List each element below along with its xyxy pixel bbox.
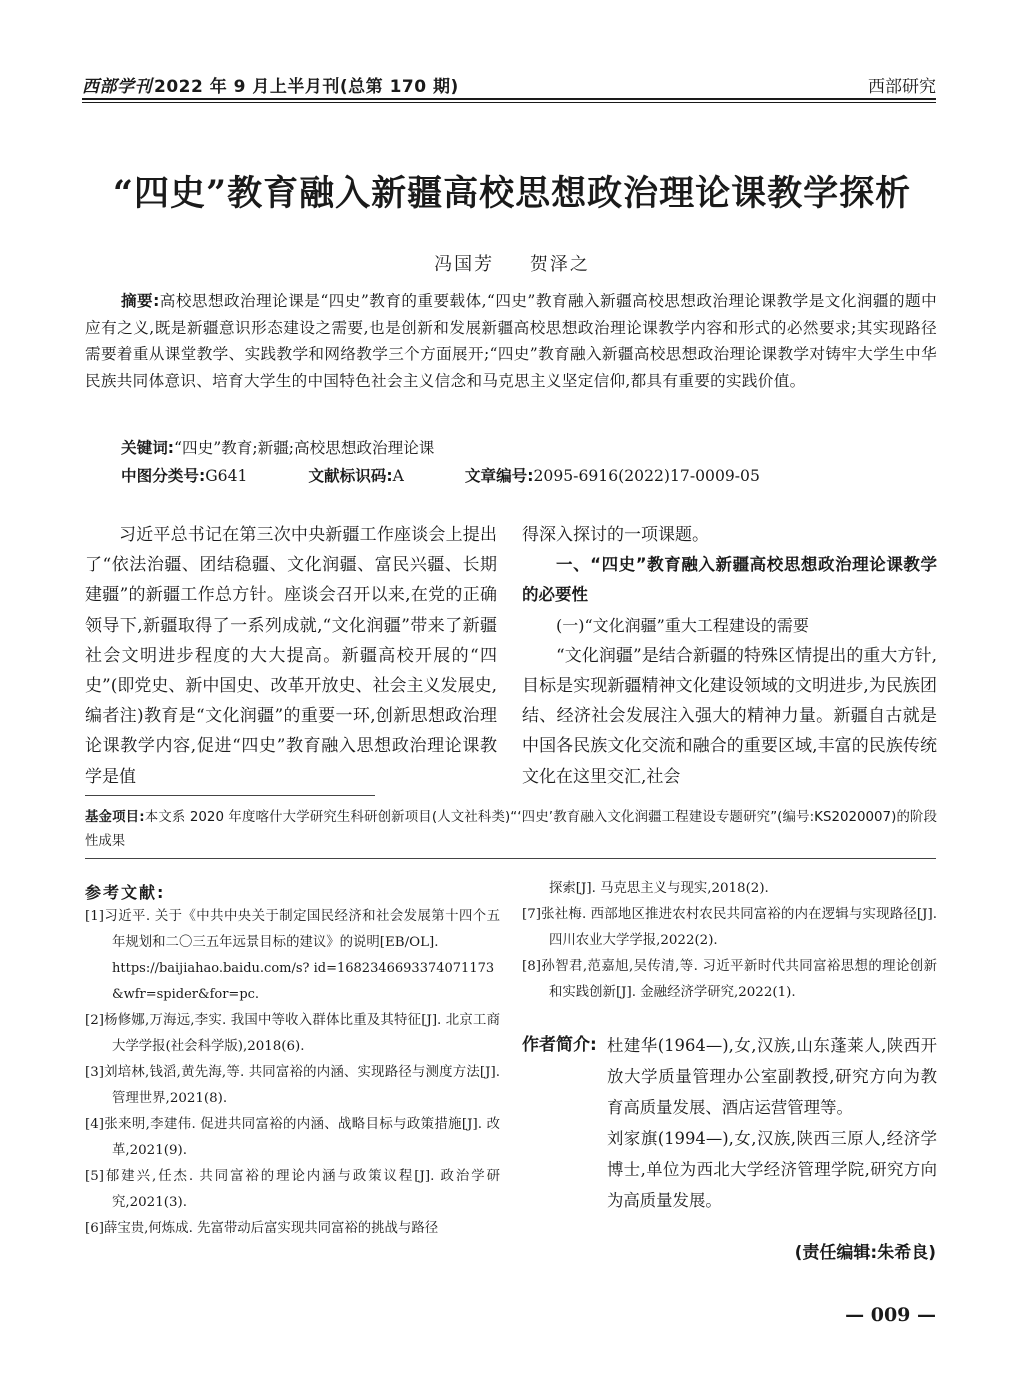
body-left-column: 习近平总书记在第三次中央新疆工作座谈会上提出了“依法治疆、团结稳疆、文化润疆、富民兴疆、长期建疆”的新疆工作总方针。座谈会召开以来,在党的正确领导下,新疆取得了一系列成就,“文化润疆”带来了新疆社会文明进步程度的大大提高。新疆高校开展的“四史”(即党史、新中国史、改革开放史、社会主义发展史,编者注)教育是“文化润疆”的重要一环,创新思想政治理论课教学内容,促进“四史”教育融入思想政治理论课教学是值 [85, 525, 497, 787]
references-left-column [85, 904, 500, 1242]
fund-text: 本文系 2020 年度喀什大学研究生科研创新项目(人文社科类)“‘四史’教育融入文化润疆工程建设专题研究”(编号:KS2020007)的阶段性成果 [85, 810, 937, 849]
keywords-label: 关键词: [121, 439, 175, 457]
header-rule [82, 98, 936, 100]
footnote-rule [85, 795, 375, 796]
reference-item: [2]杨修娜,万海远,李实. 我国中等收入群体比重及其特征[J]. 北京工商大学学报(社会科学版),2018(6). [85, 1013, 500, 1054]
page-number: — 009 — [845, 1304, 936, 1326]
section-heading: 一、“四史”教育融入新疆高校思想政治理论课教学的必要性 [522, 555, 937, 605]
author-bio [522, 1030, 937, 1216]
clc-label: 中图分类号: [121, 467, 206, 485]
author-bio-second: 刘家旗(1994—),女,汉族,陕西三原人,经济学博士,单位为西北大学经济管理学院,研究方向为高质量发展。 [607, 1129, 937, 1210]
reference-url: https://baijiahao.baidu.com/s? id=1682346693374071173&wfr=spider&for=pc. [112, 961, 495, 1002]
reference-item: [5]郁建兴,任杰. 共同富裕的理论内涵与政策议程[J]. 政治学研究,2021(3). [85, 1169, 500, 1210]
references-right-column [522, 876, 937, 1006]
clc-value: G641 [205, 467, 248, 485]
doc-code-label: 文献标识码: [308, 467, 393, 485]
journal-logo: 西部学刊 [82, 77, 152, 97]
reference-item: [7]张社梅. 西部地区推进农村农民共同富裕的内在逻辑与实现路径[J]. 四川农业大学学报,2022(2). [522, 907, 937, 948]
reference-item: [6]薛宝贵,何炼成. 先富带动后富实现共同富裕的挑战与路径 [85, 1221, 439, 1236]
keywords-text: “四史”教育;新疆;高校思想政治理论课 [174, 439, 435, 457]
author-2: 贺泽之 [529, 254, 590, 275]
reference-item: [1]习近平. 关于《中共中央关于制定国民经济和社会发展第十四个五年规划和二〇三五年远景目标的建议》的说明[EB/OL]. [85, 909, 500, 950]
reference-item: [3]刘培林,钱滔,黄先海,等. 共同富裕的内涵、实现路径与测度方法[J]. 管理世界,2021(8). [85, 1065, 500, 1106]
body-right-column [522, 520, 937, 792]
abstract-text: 高校思想政治理论课是“四史”教育的重要载体,“四史”教育融入新疆高校思想政治理论课教学是文化润疆的题中应有之义,既是新疆意识形态建设之需要,也是创新和发展新疆高校思想政治理论课教学内容和形式的必然要求;其实现路径需要着重从课堂教学、实践教学和网络教学三个方面展开;“四史”教育融入新疆高校思想政治理论课教学对铸牢大学生中华民族共同体意识、培育大学生的中国特色社会主义信念和马克思主义坚定信仰,都具有重要的实践价值。 [85, 292, 937, 390]
references-title: 参考文献: [85, 883, 166, 902]
doc-code-value: A [392, 467, 404, 485]
body-paragraph: “文化润疆”是结合新疆的特殊区情提出的重大方针,目标是实现新疆精神文化建设领域的文明进步,为民族团结、经济社会发展注入强大的精神力量。新疆自古就是中国各民族文化交流和融合的重要区域,丰富的民族传统文化在这里交汇,社会 [522, 645, 937, 787]
subsection-heading: (一)“文化润疆”重大工程建设的需要 [556, 615, 809, 635]
article-no-label: 文章编号: [464, 467, 534, 485]
article-title: “四史”教育融入新疆高校思想政治理论课教学探析 [112, 173, 912, 214]
fund-label: 基金项目: [85, 810, 145, 825]
author-bio-label: 作者简介: [522, 1035, 597, 1055]
author-bio-first: 杜建华(1964—),女,汉族,山东蓬莱人,陕西开放大学质量管理办公室副教授,研究方向为教育高质量发展、酒店运营管理等。 [607, 1036, 937, 1117]
journal-header-issue [82, 72, 459, 97]
column-name: 西部研究 [868, 77, 936, 97]
classification-line [121, 464, 760, 486]
separator-rule [85, 858, 936, 859]
author-1: 冯国芳 [434, 254, 495, 275]
issue-info: 2022 年 9 月上半月刊(总第 170 期) [154, 77, 459, 97]
abstract-label: 摘要: [121, 292, 160, 310]
article-no-value: 2095-6916(2022)17-0009-05 [533, 467, 760, 485]
fund-note [85, 806, 937, 854]
header-rule-thin [82, 102, 936, 103]
responsible-editor: (责任编辑:朱希良) [794, 1243, 936, 1263]
reference-continuation: 探索[J]. 马克思主义与现实,2018(2). [549, 881, 769, 896]
body-continuation: 得深入探讨的一项课题。 [522, 525, 709, 545]
authors [0, 250, 1024, 276]
abstract [85, 288, 937, 394]
keywords [121, 436, 434, 458]
reference-item: [8]孙智君,范嘉旭,吴传清,等. 习近平新时代共同富裕思想的理论创新和实践创新[J]. 金融经济学研究,2022(1). [522, 959, 937, 1000]
reference-item: [4]张来明,李建伟. 促进共同富裕的内涵、战略目标与政策措施[J]. 改革,2021(9). [85, 1117, 500, 1158]
